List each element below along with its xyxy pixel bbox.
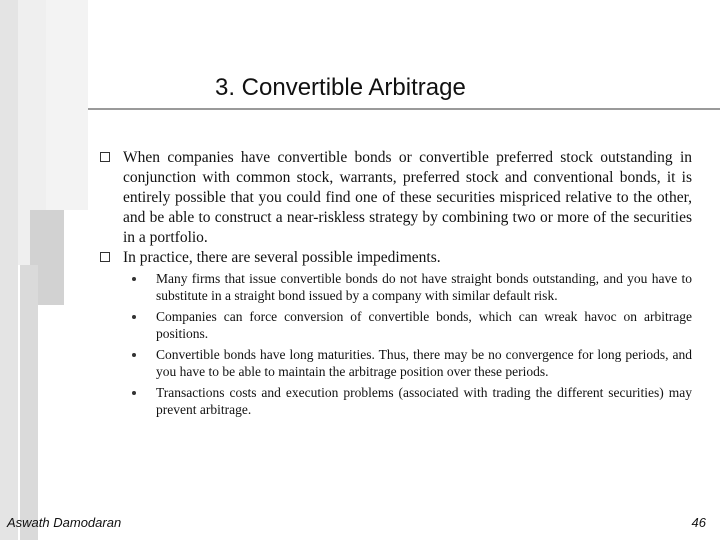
square-bullet-icon [100,152,110,162]
bullet-text: When companies have convertible bonds or convertible preferred stock outstanding in conjunction with common stock, warrants, preferred stock and conventional bonds, it is entirely possible that you could find one of these securities mispriced relative to the other, and be able to construct a near-riskless strategy by combining two or more of the securities in a portfolio. [123,149,692,246]
decorative-bar [46,0,88,210]
sub-bullet-text: Many firms that issue convertible bonds do not have straight bonds outstanding, and you have to substitute in a straight bond issued by a company with similar default risk. [156,271,692,303]
sub-bullet-text: Transactions costs and execution problems (associated with trading the different securities) may prevent arbitrage. [156,385,692,417]
sub-bullet-item [132,308,692,342]
sub-bullet-item [132,346,692,380]
bullet-text: In practice, there are several possible impediments. [123,249,441,266]
decorative-bar [0,0,18,540]
sub-bullet-item [132,270,692,304]
sub-bullet-text: Companies can force conversion of convertible bonds, which can wreak havoc on arbitrage positions. [156,309,692,341]
slide-content [100,148,692,422]
title-divider [88,108,720,110]
bullet-item [100,148,692,248]
dot-bullet-icon [132,391,136,395]
bullet-item [100,248,692,268]
dot-bullet-icon [132,277,136,281]
sub-bullet-list [132,270,692,418]
slide-title: 3. Convertible Arbitrage [215,74,466,101]
dot-bullet-icon [132,315,136,319]
dot-bullet-icon [132,353,136,357]
footer-author: Aswath Damodaran [7,515,122,530]
sub-bullet-item [132,384,692,418]
decorative-bar [20,265,38,540]
square-bullet-icon [100,252,110,262]
sub-bullet-text: Convertible bonds have long maturities. Thus, there may be no convergence for long periods, and you have to be able to maintain the arbitrage position over these periods. [156,347,692,379]
page-number: 46 [691,515,706,530]
